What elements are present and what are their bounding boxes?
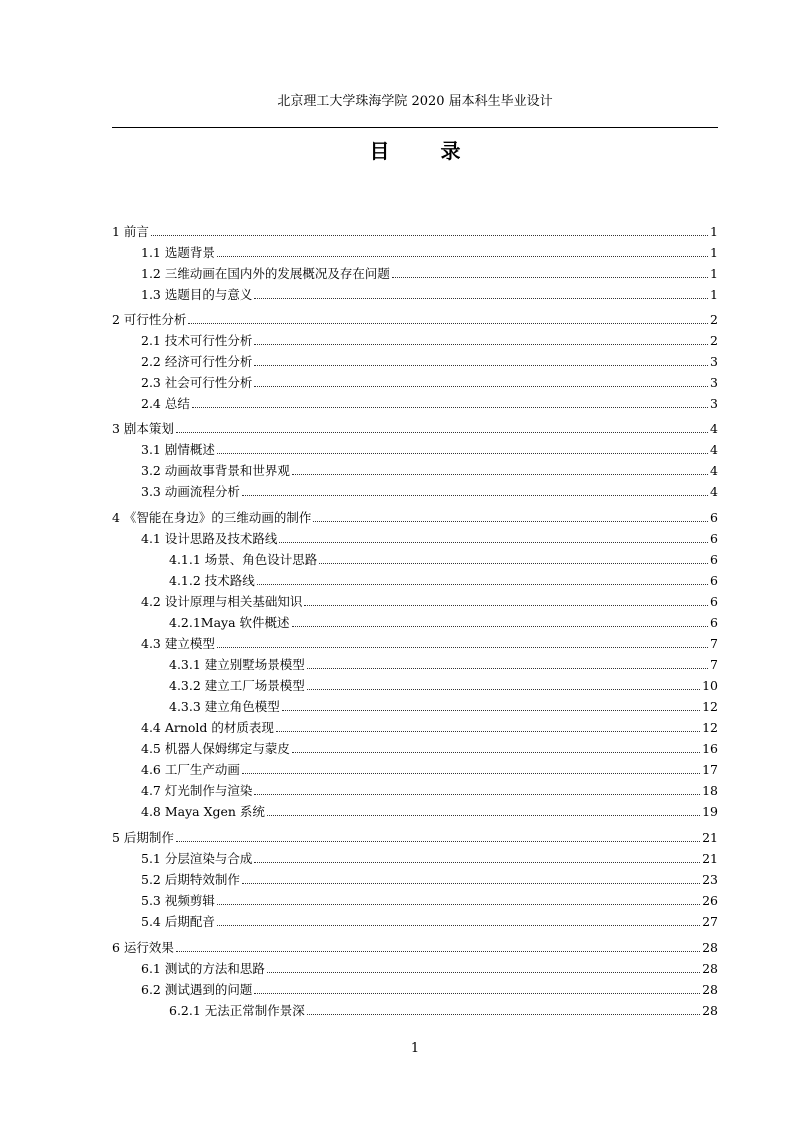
- dot-leader: [242, 495, 708, 496]
- dot-leader: [254, 386, 708, 387]
- toc-entry[interactable]: [112, 935, 718, 956]
- toc-entry-label: 5.2 后期特效制作: [141, 872, 240, 887]
- toc-entry-page: 26: [702, 893, 718, 908]
- dot-leader: [292, 752, 700, 753]
- toc-entry-label: 6.2.1 无法正常制作景深: [169, 1003, 305, 1018]
- dot-leader: [307, 668, 708, 669]
- dot-leader: [254, 993, 700, 994]
- toc-entry-label: 4.7 灯光制作与渲染: [141, 783, 253, 798]
- dot-leader: [267, 815, 700, 816]
- toc-entry[interactable]: [112, 479, 718, 500]
- page-title: 目 录: [369, 139, 483, 163]
- toc-entry-page: 6: [710, 552, 718, 567]
- toc-entry-page: 28: [702, 940, 718, 955]
- dot-leader: [267, 972, 700, 973]
- toc-entry-label: 6.2 测试遇到的问题: [141, 982, 253, 997]
- toc-entry-label: 2.1 技术可行性分析: [141, 333, 253, 348]
- toc-entry-label: 2.4 总结: [141, 396, 190, 411]
- dot-leader: [217, 647, 708, 648]
- toc-entry-label: 1.2 三维动画在国内外的发展概况及存在问题: [141, 266, 390, 281]
- dot-leader: [254, 365, 708, 366]
- toc-entry[interactable]: [112, 610, 718, 631]
- toc-entry[interactable]: [112, 391, 718, 412]
- toc-entry-label: 4.4 Arnold 的材质表现: [141, 720, 274, 735]
- toc-entry[interactable]: [112, 846, 718, 867]
- toc-entry[interactable]: [112, 370, 718, 391]
- toc-entry-page: 19: [702, 804, 718, 819]
- toc-entry-page: 3: [710, 354, 718, 369]
- toc-entry-label: 3.1 剧情概述: [141, 442, 215, 457]
- dot-leader: [292, 626, 709, 627]
- dot-leader: [276, 731, 700, 732]
- header-divider: [112, 127, 718, 128]
- toc-entry[interactable]: [112, 715, 718, 736]
- dot-leader: [217, 925, 700, 926]
- toc-entry-page: 6: [710, 594, 718, 609]
- toc-entry-label: 4.5 机器人保姆绑定与蒙皮: [141, 741, 290, 756]
- toc-entry-label: 6.1 测试的方法和思路: [141, 961, 265, 976]
- toc-entry-label: 6 运行效果: [112, 940, 174, 955]
- toc-entry[interactable]: [112, 261, 718, 282]
- dot-leader: [392, 277, 708, 278]
- toc-entry-label: 2 可行性分析: [112, 312, 187, 327]
- toc-entry-page: 2: [710, 312, 718, 327]
- toc-entry-page: 6: [710, 510, 718, 525]
- toc-entry[interactable]: [112, 998, 718, 1019]
- dot-leader: [217, 453, 708, 454]
- toc-entry[interactable]: [112, 631, 718, 652]
- toc-entry-page: 18: [702, 783, 718, 798]
- toc-entry-page: 4: [710, 421, 718, 436]
- toc-entry[interactable]: [112, 825, 718, 846]
- toc-entry-label: 5 后期制作: [112, 830, 174, 845]
- toc-entry[interactable]: [112, 977, 718, 998]
- toc-entry[interactable]: [112, 349, 718, 370]
- dot-leader: [192, 407, 708, 408]
- toc-entry-label: 1.1 选题背景: [141, 245, 215, 260]
- toc-entry[interactable]: [112, 307, 718, 328]
- toc-entry[interactable]: [112, 328, 718, 349]
- toc-entry[interactable]: [112, 673, 718, 694]
- toc-entry-page: 6: [710, 531, 718, 546]
- toc-entry-page: 7: [710, 636, 718, 651]
- toc-entry-page: 1: [710, 287, 718, 302]
- toc-entry-page: 3: [710, 375, 718, 390]
- toc-entry-page: 28: [702, 961, 718, 976]
- toc-entry-page: 21: [702, 851, 718, 866]
- toc-entry-label: 4.8 Maya Xgen 系统: [141, 804, 265, 819]
- dot-leader: [254, 862, 700, 863]
- toc-entry-page: 1: [710, 266, 718, 281]
- toc-entry-label: 3.2 动画故事背景和世界观: [141, 463, 290, 478]
- page-number: 1: [410, 1041, 420, 1056]
- toc-entry-page: 2: [710, 333, 718, 348]
- toc-entry[interactable]: [112, 547, 718, 568]
- toc-entry-page: 12: [702, 699, 718, 714]
- toc-entry-page: 4: [710, 442, 718, 457]
- dot-leader: [151, 235, 708, 236]
- dot-leader: [217, 256, 708, 257]
- toc-entry[interactable]: [112, 505, 718, 526]
- toc-entry[interactable]: [112, 799, 718, 820]
- dot-leader: [257, 584, 708, 585]
- toc-entry[interactable]: [112, 778, 718, 799]
- toc-entry-page: 21: [702, 830, 718, 845]
- toc-entry-page: 10: [702, 678, 718, 693]
- running-header: 北京理工大学珠海学院 2020 届本科生毕业设计: [277, 94, 553, 109]
- toc-entry-label: 4 《智能在身边》的三维动画的制作: [112, 510, 312, 525]
- toc-entry-page: 6: [710, 573, 718, 588]
- toc-entry-label: 4.2 设计原理与相关基础知识: [141, 594, 303, 609]
- dot-leader: [292, 474, 708, 475]
- toc-entry-label: 4.3.3 建立角色模型: [169, 699, 280, 714]
- toc-entry[interactable]: [112, 909, 718, 930]
- toc-entry-label: 4.3.1 建立别墅场景模型: [169, 657, 305, 672]
- dot-leader: [313, 521, 708, 522]
- toc-entry-label: 4.6 工厂生产动画: [141, 762, 240, 777]
- toc-entry-page: 1: [710, 245, 718, 260]
- toc-entry-label: 4.1 设计思路及技术路线: [141, 531, 278, 546]
- toc-entry-label: 2.2 经济可行性分析: [141, 354, 253, 369]
- toc-entry[interactable]: [112, 240, 718, 261]
- toc-entry[interactable]: [112, 757, 718, 778]
- toc-entry-label: 4.2.1Maya 软件概述: [169, 615, 290, 630]
- toc-entry-label: 3.3 动画流程分析: [141, 484, 240, 499]
- toc-entry-page: 23: [702, 872, 718, 887]
- toc-entry-label: 2.3 社会可行性分析: [141, 375, 253, 390]
- toc-entry-label: 1.3 选题目的与意义: [141, 287, 253, 302]
- toc-entry[interactable]: [112, 652, 718, 673]
- toc-entry[interactable]: [112, 568, 718, 589]
- dot-leader: [176, 841, 700, 842]
- toc-entry[interactable]: [112, 694, 718, 715]
- dot-leader: [242, 883, 700, 884]
- dot-leader: [254, 298, 708, 299]
- toc-entry[interactable]: [112, 219, 718, 240]
- dot-leader: [176, 951, 700, 952]
- toc-entry-label: 5.3 视频剪辑: [141, 893, 215, 908]
- toc-entry-label: 4.1.2 技术路线: [169, 573, 255, 588]
- dot-leader: [304, 605, 708, 606]
- toc-entry-page: 28: [702, 1003, 718, 1018]
- dot-leader: [188, 323, 708, 324]
- toc-entry-label: 5.4 后期配音: [141, 914, 215, 929]
- toc-entry-page: 1: [710, 224, 718, 239]
- toc-entry-page: 27: [702, 914, 718, 929]
- dot-leader: [279, 542, 708, 543]
- toc-entry-label: 1 前言: [112, 224, 149, 239]
- dot-leader: [254, 344, 708, 345]
- dot-leader: [307, 1014, 700, 1015]
- dot-leader: [176, 432, 708, 433]
- toc-entry[interactable]: [112, 867, 718, 888]
- toc-entry[interactable]: [112, 888, 718, 909]
- toc-entry-label: 4.1.1 场景、角色设计思路: [169, 552, 318, 567]
- toc-entry[interactable]: [112, 416, 718, 437]
- dot-leader: [217, 904, 700, 905]
- dot-leader: [307, 689, 700, 690]
- toc-entry[interactable]: [112, 526, 718, 547]
- toc-entry-page: 3: [710, 396, 718, 411]
- toc-entry-page: 6: [710, 615, 718, 630]
- toc-entry[interactable]: [112, 282, 718, 303]
- toc-entry-page: 12: [702, 720, 718, 735]
- toc-entry[interactable]: [112, 956, 718, 977]
- dot-leader: [282, 710, 700, 711]
- toc-entry-page: 16: [702, 741, 718, 756]
- toc-entry[interactable]: [112, 736, 718, 757]
- toc-entry-page: 17: [702, 762, 718, 777]
- toc-entry-page: 28: [702, 982, 718, 997]
- toc-entry-label: 5.1 分层渲染与合成: [141, 851, 253, 866]
- toc-entry-label: 3 剧本策划: [112, 421, 174, 436]
- dot-leader: [242, 773, 700, 774]
- toc-entry-page: 7: [710, 657, 718, 672]
- toc-entry[interactable]: [112, 458, 718, 479]
- toc-entry-page: 4: [710, 484, 718, 499]
- toc-entry-label: 4.3 建立模型: [141, 636, 215, 651]
- toc-entry-label: 4.3.2 建立工厂场景模型: [169, 678, 305, 693]
- dot-leader: [254, 794, 700, 795]
- toc-entry[interactable]: [112, 589, 718, 610]
- dot-leader: [319, 563, 708, 564]
- toc-entry[interactable]: [112, 437, 718, 458]
- toc-entry-page: 4: [710, 463, 718, 478]
